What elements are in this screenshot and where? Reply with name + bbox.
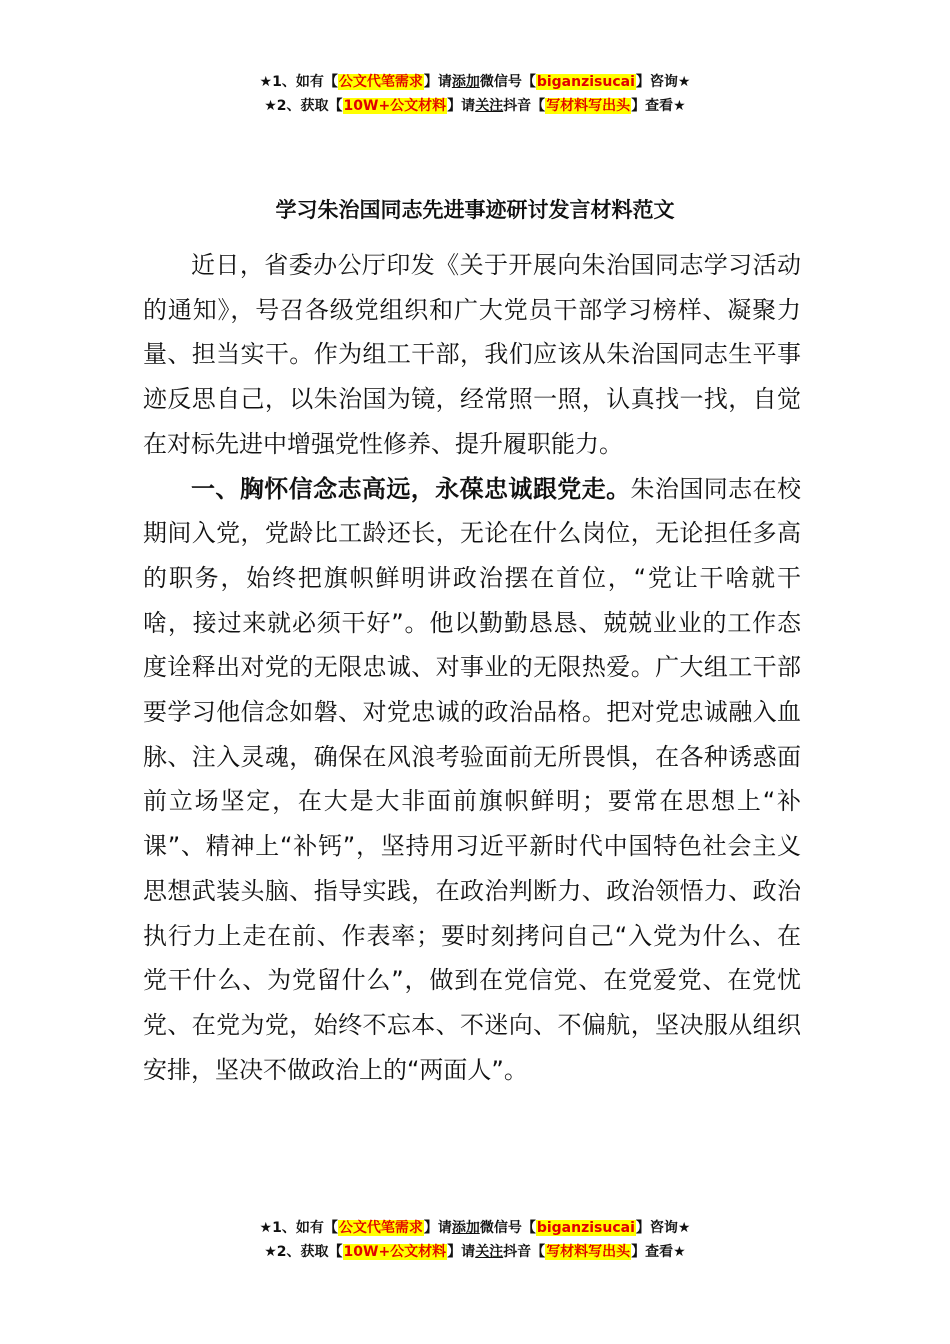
ad-line-2 [0,94,950,118]
ad-line-2-mid1: 】请 [447,98,476,114]
footer-ad-line-1-highlight: 公文代笔需求 [338,1220,423,1236]
footer-ad-line-1-mid2: 微信号【 [479,1220,536,1236]
ad-line-1-mid2: 微信号【 [479,74,536,90]
ad-line-1-highlight: 公文代笔需求 [338,74,423,90]
ad-line-2-prefix: ★2、获取【 [264,98,343,114]
ad-line-2-highlight: 10W+公文材料 [343,98,447,114]
footer-ad-line-2-emph: 关注 [475,1244,504,1260]
ad-line-1-prefix: ★1、如有【 [259,74,338,90]
document-body [143,243,801,1092]
footer-ad-line-2-mid1: 】请 [447,1244,476,1260]
footer-ad-line-2-douyin-id: 写材料写出头 [546,1244,631,1260]
footer-ad-line-1-mid1: 】请 [423,1220,452,1236]
header-ad-banner [0,70,950,118]
ad-line-1 [0,70,950,94]
footer-ad-line-1 [0,1216,950,1240]
footer-ad-line-1-emph: 添加 [451,1220,480,1236]
footer-ad-line-1-prefix: ★1、如有【 [259,1220,338,1236]
footer-ad-line-2-suffix: 】查看★ [631,1244,686,1260]
section-1-text: 朱治国同志在校期间入党，党龄比工龄还长，无论在什么岗位，无论担任多高的职务，始终把旗帜鲜明讲政治摆在首位，“党让干啥就干啥，接过来就必须干好”。他以勤勤恳恳、兢兢业业的工作态度诠释出对党的无限忠诚、对事业的无限热爱。广大组工干部要学习他信念如磐、对党忠诚的政治品格。把对党忠诚融入血脉、注入灵魂，确保在风浪考验面前无所畏惧，在各种诱惑面前立场坚定，在大是大非面前旗帜鲜明；要常在思想上“补课”、精神上“补钙”，坚持用习近平新时代中国特色社会主义思想武装头脑、指导实践，在政治判断力、政治领悟力、政治执行力上走在前、作表率；要时刻拷问自己“入党为什么、在党干什么、为党留什么”，做到在党信党、在党爱党、在党忧党、在党为党，始终不忘本、不迷向、不偏航，坚决服从组织安排，坚决不做政治上的“两面人”。 [143,474,801,1084]
ad-line-2-douyin-id: 写材料写出头 [546,98,631,114]
footer-ad-line-2 [0,1240,950,1264]
footer-ad-line-2-mid2: 抖音【 [503,1244,546,1260]
document-title: 学习朱治国同志先进事迹研讨发言材料范文 [275,198,675,222]
ad-line-1-suffix: 】咨询★ [635,74,691,90]
section-1-heading: 一、胸怀信念志高远，永葆忠诚跟党走。 [191,474,631,503]
footer-ad-line-1-suffix: 】咨询★ [635,1220,691,1236]
ad-line-2-emph: 关注 [475,98,504,114]
ad-line-1-wechat-id: biganzisucai [536,74,635,90]
footer-ad-line-2-prefix: ★2、获取【 [264,1244,343,1260]
footer-ad-banner [0,1216,950,1264]
ad-line-1-mid1: 】请 [423,74,452,90]
footer-ad-line-1-wechat-id: biganzisucai [536,1220,635,1236]
ad-line-1-emph: 添加 [451,74,480,90]
ad-line-2-mid2: 抖音【 [503,98,546,114]
footer-ad-line-2-highlight: 10W+公文材料 [343,1244,447,1260]
paragraph-section-1 [143,467,801,1093]
ad-line-2-suffix: 】查看★ [631,98,686,114]
paragraph-intro [143,243,801,467]
paragraph-intro-text: 近日，省委办公厅印发《关于开展向朱治国同志学习活动的通知》，号召各级党组织和广大党员干部学习榜样、凝聚力量、担当实干。作为组工干部，我们应该从朱治国同志生平事迹反思自己，以朱治国为镜，经常照一照，认真找一找，自觉在对标先进中增强党性修养、提升履职能力。 [143,251,801,458]
